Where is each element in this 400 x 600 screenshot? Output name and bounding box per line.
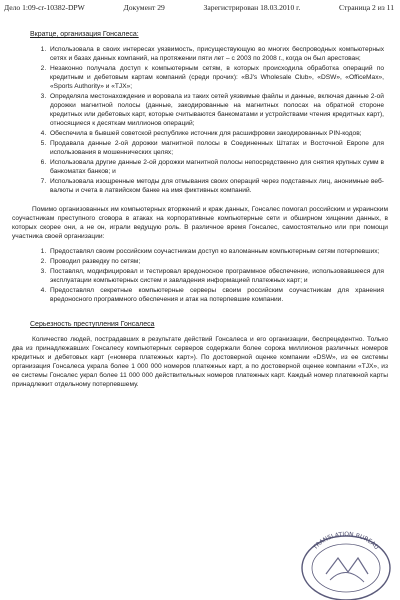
page-header [4, 3, 394, 12]
accomplice-activities-list [12, 247, 388, 304]
translation-bureau-stamp [298, 528, 394, 598]
stamp-text: TRANSLATION BUREAU [311, 530, 381, 552]
stamp-emblem [326, 558, 368, 574]
stamp-signature [330, 572, 364, 582]
list-item: 4. Обеспечила в бывшей советской республике источник для расшифровки закодированных PIN-кодов; [48, 129, 384, 138]
list-item: 2. Незаконно получала доступ к компьютерным сетям, в которых происходила обработка операций по кредитным и дебетовым картам компаний (среди прочих): «BJ's Wholesale Club», «DSW», «OfficeMax», «Sports Authority» и «TJX»; [48, 64, 384, 91]
list-item: 1. Предоставлял своим российским соучастникам доступ ко взломанным компьютерным сетям потерпевших; [48, 247, 384, 256]
document-body [12, 22, 388, 389]
list-item: 1. Использовала в своих интересах уязвимость, присуществующую во многих беспроводных компьютерных сетях и базах данных компаний, на протяжении пяти лет – с 2003 по 2008 г., когда он был арестован; [48, 45, 384, 63]
list-item: 7. Использовала изощренные методы для отмывания своих операций через подставных лиц, анонимные веб-валюты и счета в латвийском банке на имя фиктивных компаний. [48, 177, 384, 195]
list-item: 5. Продавала данные 2-ой дорожки магнитной полосы в Соединенных Штатах и Восточной Европе для использования в мошеннических целях; [48, 139, 384, 157]
list-item: 2. Проводил разведку по сетям; [48, 257, 384, 266]
section-title: Серьезность преступления Гонсалеса [30, 321, 155, 328]
case-number: Дело 1:09-cr-10382-DPW [4, 3, 85, 12]
list-item: 6. Использовала другие данные 2-ой дорожки магнитной полосы непосредственно для снятия крупных сумм в банкоматах банков; и [48, 158, 384, 176]
paragraph: Количество людей, пострадавших в результате действий Гонсалеса и его организации, беспрецедентно. Только два из принадлежавших Гонсалесу компьютерных серверов содержали более сорока миллионов различных номеров кредитных и дебетовых карт («номера платежных карт»). По достоверной оценке компании «DSW», из ее системы организация Гонсалеса украла более 1 000 000 номеров платежных карт, а по достоверной оценке компании «TJX», из ее системы Гонсалес украл более 11 000 000 действительных номеров платежных карт. Каждый номер платежной карты принадлежит отдельному потерпевшему. [12, 336, 388, 388]
stamp-inner-ring [312, 544, 380, 592]
paragraph: Помимо организованных им компьютерных вторжений и краж данных, Гонсалес помогал российским и украинским соучастникам преступного сговора в атаках на корпоративные компьютерные сети и обширном хищении данных, в которых скорее они, а не он, играли ведущую роль. В различное время Гонсалес, самостоятельно или при помощи участника своей организации: [12, 206, 388, 240]
list-item: 3. Поставлял, модифицировал и тестировал вредоносное программное обеспечение, использовавшееся для эксплуатации компьютерных систем и завладения информацией платежных карт; и [48, 267, 384, 285]
page-number: Страница 2 из 11 [339, 3, 394, 12]
document-number: Документ 29 [123, 3, 165, 12]
registration-date: Зарегистрирован 18.03.2010 г. [203, 3, 301, 12]
section-title: Вкратце, организация Гонсалеса: [30, 31, 139, 38]
organization-activities-list [12, 45, 388, 195]
list-item: 3. Определяла местонахождение и воровала из таких сетей уязвимые файлы и данные, включая данные 2-ой дорожки магнитной полосы (данные, закодированные на магнитных полосах на обратной стороне кредитных или дебетовых карт, которые считываются банкоматами и устройствами чтения кредитных карт), относящиеся к десяткам миллионов операций; [48, 92, 384, 128]
list-item: 4. Предоставлял секретные компьютерные серверы своим российским соучастникам для хранения вредоносного программного обеспечения и атак на потерпевшие компании. [48, 286, 384, 304]
